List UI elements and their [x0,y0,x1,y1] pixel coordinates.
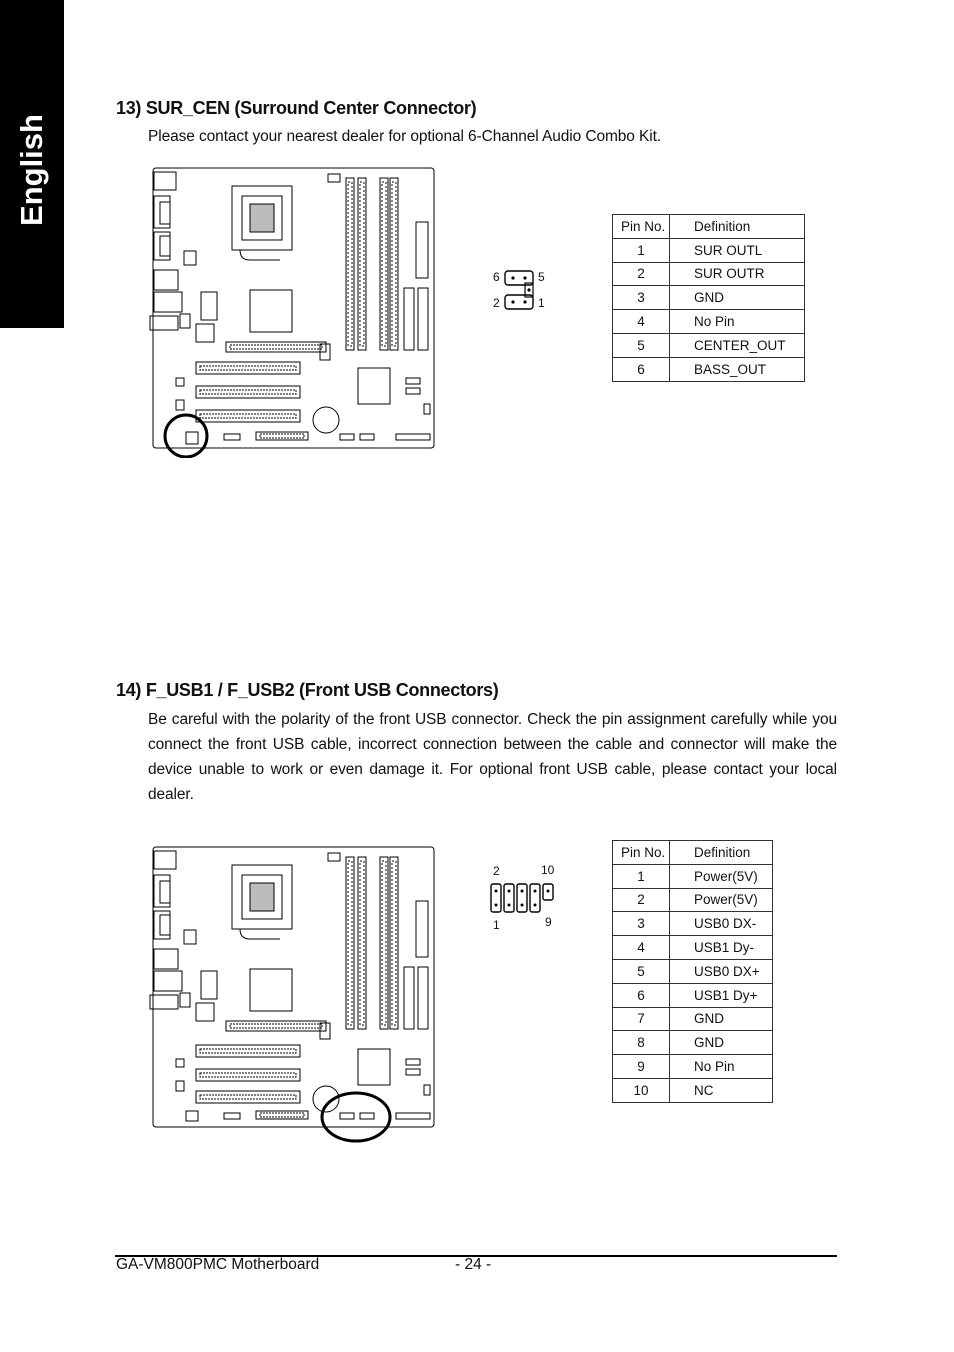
f-usb-pin-label: 10 [541,863,555,877]
table-row [613,912,773,936]
pin-definition: GND [670,286,805,310]
table-row [613,864,773,888]
motherboard-diagram-f-usb [146,845,438,1143]
pin-number: 5 [613,959,670,983]
table-row [613,286,805,310]
pin-definition: Power(5V) [670,864,773,888]
sur-cen-pin-header [503,268,537,310]
pin-definition: NC [670,1078,773,1102]
table-row [613,333,805,357]
pin-number: 9 [613,1055,670,1079]
section-14-body: Be careful with the polarity of the front USB connector. Check the pin assignment carefully while you connect the front USB cable, incorrect connection between the cable and connector will make the device unable to work or even damage it. For optional front USB cable, please contact your local dealer. [148,711,837,803]
pin-definition: USB0 DX- [670,912,773,936]
pin-definition: USB1 Dy+ [670,983,773,1007]
table-row [613,959,773,983]
table-header-cell: Pin No. [613,215,670,239]
table-header-cell: Definition [670,215,805,239]
table-header-row [613,841,773,865]
table-row [613,1055,773,1079]
footer-model: GA-VM800PMC Motherboard [116,1256,320,1273]
table-header-cell: Definition [670,841,773,865]
pin-number: 3 [613,286,670,310]
sur-cen-pin-label: 1 [538,296,545,310]
table-row [613,936,773,960]
table-row [613,1078,773,1102]
pin-number: 10 [613,1078,670,1102]
pin-number: 6 [613,983,670,1007]
pin-definition: USB0 DX+ [670,959,773,983]
f-usb-pin-label: 1 [493,918,500,932]
sur-cen-pin-label: 6 [493,270,500,284]
pin-definition: No Pin [670,1055,773,1079]
sur-cen-pin-table [612,214,805,382]
footer-page-number: - 24 - [455,1256,492,1273]
language-tab-label: English [14,114,49,226]
pin-definition: BASS_OUT [670,357,805,381]
motherboard-diagram-sur-cen [146,166,438,458]
table-row [613,983,773,1007]
pin-number: 7 [613,1007,670,1031]
pin-definition: GND [670,1007,773,1031]
section-13-body: Please contact your nearest dealer for optional 6-Channel Audio Combo Kit. [148,128,662,145]
table-row [613,888,773,912]
pin-number: 3 [613,912,670,936]
f-usb-pin-header [489,880,555,916]
pin-number: 4 [613,936,670,960]
pin-definition: No Pin [670,310,805,334]
pin-number: 5 [613,333,670,357]
sur-cen-pin-label: 2 [493,296,500,310]
sur-cen-pin-label: 5 [538,270,545,284]
pin-definition: CENTER_OUT [670,333,805,357]
pin-definition: GND [670,1031,773,1055]
f-usb-pin-label: 2 [493,864,500,878]
f-usb-location-marker [322,1093,390,1141]
table-row [613,238,805,262]
f-usb-pin-table [612,840,773,1103]
f-usb-pin-label: 9 [545,915,552,929]
pin-number: 1 [613,864,670,888]
pin-number: 4 [613,310,670,334]
table-row [613,1007,773,1031]
pin-number: 6 [613,357,670,381]
table-row [613,310,805,334]
table-header-cell: Pin No. [613,841,670,865]
pin-definition: Power(5V) [670,888,773,912]
section-14-heading: 14) F_USB1 / F_USB2 (Front USB Connectors) [116,680,499,700]
table-row [613,357,805,381]
pin-number: 1 [613,238,670,262]
table-header-row [613,215,805,239]
pin-number: 2 [613,888,670,912]
table-row [613,1031,773,1055]
pin-number: 2 [613,262,670,286]
table-row [613,262,805,286]
pin-definition: USB1 Dy- [670,936,773,960]
section-13-heading: 13) SUR_CEN (Surround Center Connector) [116,98,477,118]
language-side-tab [0,0,64,328]
pin-definition: SUR OUTL [670,238,805,262]
pin-number: 8 [613,1031,670,1055]
pin-definition: SUR OUTR [670,262,805,286]
